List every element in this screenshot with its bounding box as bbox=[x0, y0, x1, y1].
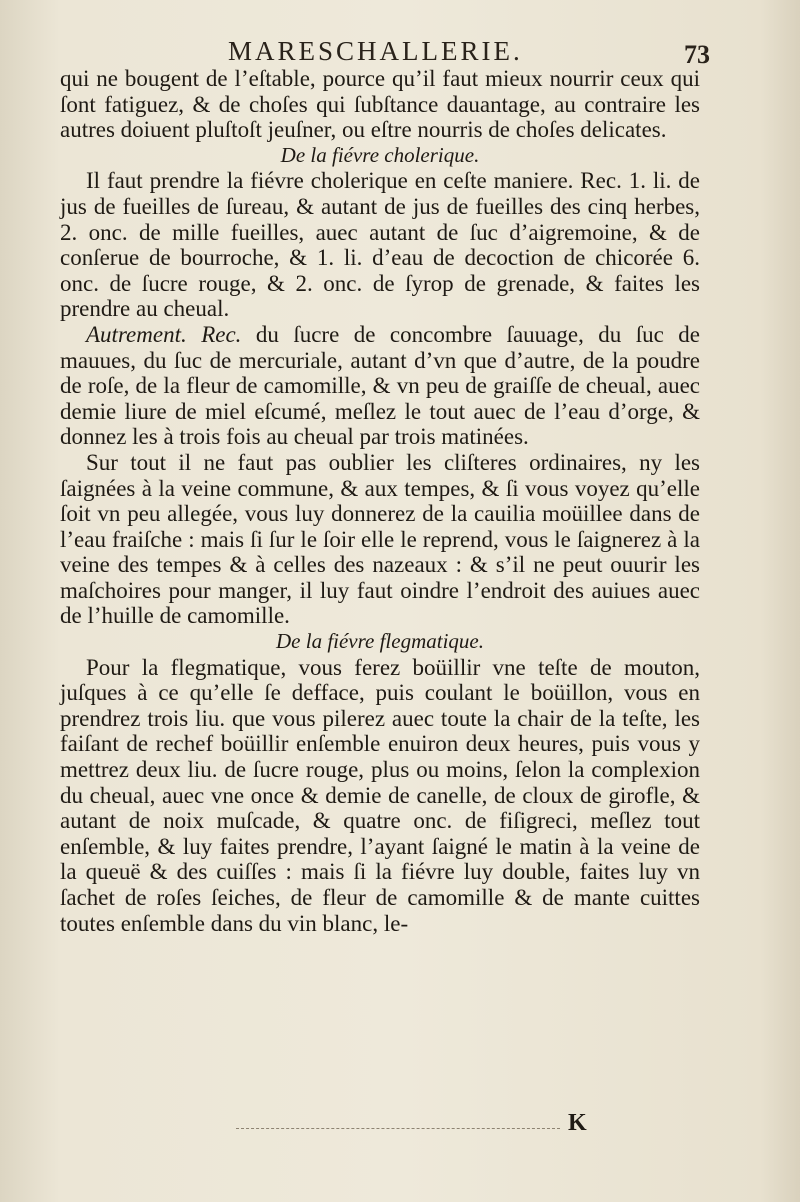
footer-rule bbox=[236, 1128, 560, 1129]
alternative-lead: Autrement. bbox=[86, 321, 187, 347]
section-heading-choleric-fever: De la fiévre cholerique. bbox=[280, 142, 480, 167]
alternative-body: du ſucre de concombre ſauuage, du ſuc de mauues, du ſuc de mercuriale, autant d’vn que d’autre, de la poudre de roſe, de la fleur de camomille, & vn peu de graiſſe de cheual, auec demie liure de miel eſcumé, meſlez le tout auec de l’eau d’orge, & donnez les à trois fois au cheual par trois matinées. bbox=[60, 321, 700, 450]
rec-abbreviation: Rec. bbox=[201, 321, 242, 347]
paragraph-choleric-recipe: Il faut prendre la fiévre cholerique en ceſte maniere. Rec. 1. li. de jus de fueilles de ſureau, & autant de jus de fueilles des cinq herbes, 2. onc. de mille fueilles, auec autant de ſuc d’aigremoine, & de conſerue de bourroche, & 1. li. d’eau de decoction de chicorée 6. onc. de ſucre rouge, & 2. onc. de ſyrop de grenade, & faites les prendre au cheual. bbox=[60, 168, 700, 322]
section-heading-phlegmatic-fever: De la fiévre flegmatique. bbox=[276, 629, 484, 654]
running-head bbox=[0, 36, 800, 70]
paragraph-phlegmatic-recipe: Pour la flegmatique, vous ferez boüillir vne teſte de mouton, juſques à ce qu’elle ſe defface, puis coulant le boüillon, vous en prendrez trois liu. que vous pilerez auec toute la chair de la teſte, les faiſant de rechef boüillir enſemble enuiron deux heures, puis vous y mettrez deux liu. de ſucre rouge, plus ou moins, ſelon la complexion du cheual, auec vne once & demie de canelle, de cloux de girofle, & autant de noix muſcade, & quatre onc. de fiſigreci, meſlez tout enſemble, & luy faites prendre, l’ayant ſaigné le matin à la veine de la queuë & des cuiſſes : mais ſi la fiévre luy double, faites luy vn ſachet de roſes ſeiches, de fleur de camomille & de mante cuittes toutes enſemble dans du vin blanc, le- bbox=[60, 654, 700, 936]
paragraph-alternative-recipe bbox=[60, 322, 700, 450]
page-number: 73 bbox=[684, 40, 710, 69]
paragraph-bleeding-advice: Sur tout il ne faut pas oublier les cliſteres ordinaires, ny les ſaignées à la veine commune, & aux tempes, & ſi vous voyez qu’elle ſoit vn peu allegée, vous luy donnerez de la cauilia moüillee dans de l’eau fraiſche : mais ſi ſur le ſoir elle le reprend, vous le ſaignerez à la veine des tempes & à celles des nazeaux : & s’il ne peut ouurir les maſchoires pour manger, il luy faut oindre l’endroit des auiues auec de l’huille de camomille. bbox=[60, 449, 700, 629]
signature-mark: K bbox=[568, 1110, 587, 1136]
running-title: MARESCHALLERIE. bbox=[228, 36, 523, 66]
body-text bbox=[60, 66, 700, 936]
paragraph-continuation: qui ne bougent de l’eſtable, pource qu’il faut mieux nourrir ceux qui ſont fatiguez, & de choſes qui ſubſtance dauantage, au contraire les autres doiuent pluſtoſt jeuſner, ou eſtre nourris de choſes delicates. bbox=[60, 66, 700, 143]
